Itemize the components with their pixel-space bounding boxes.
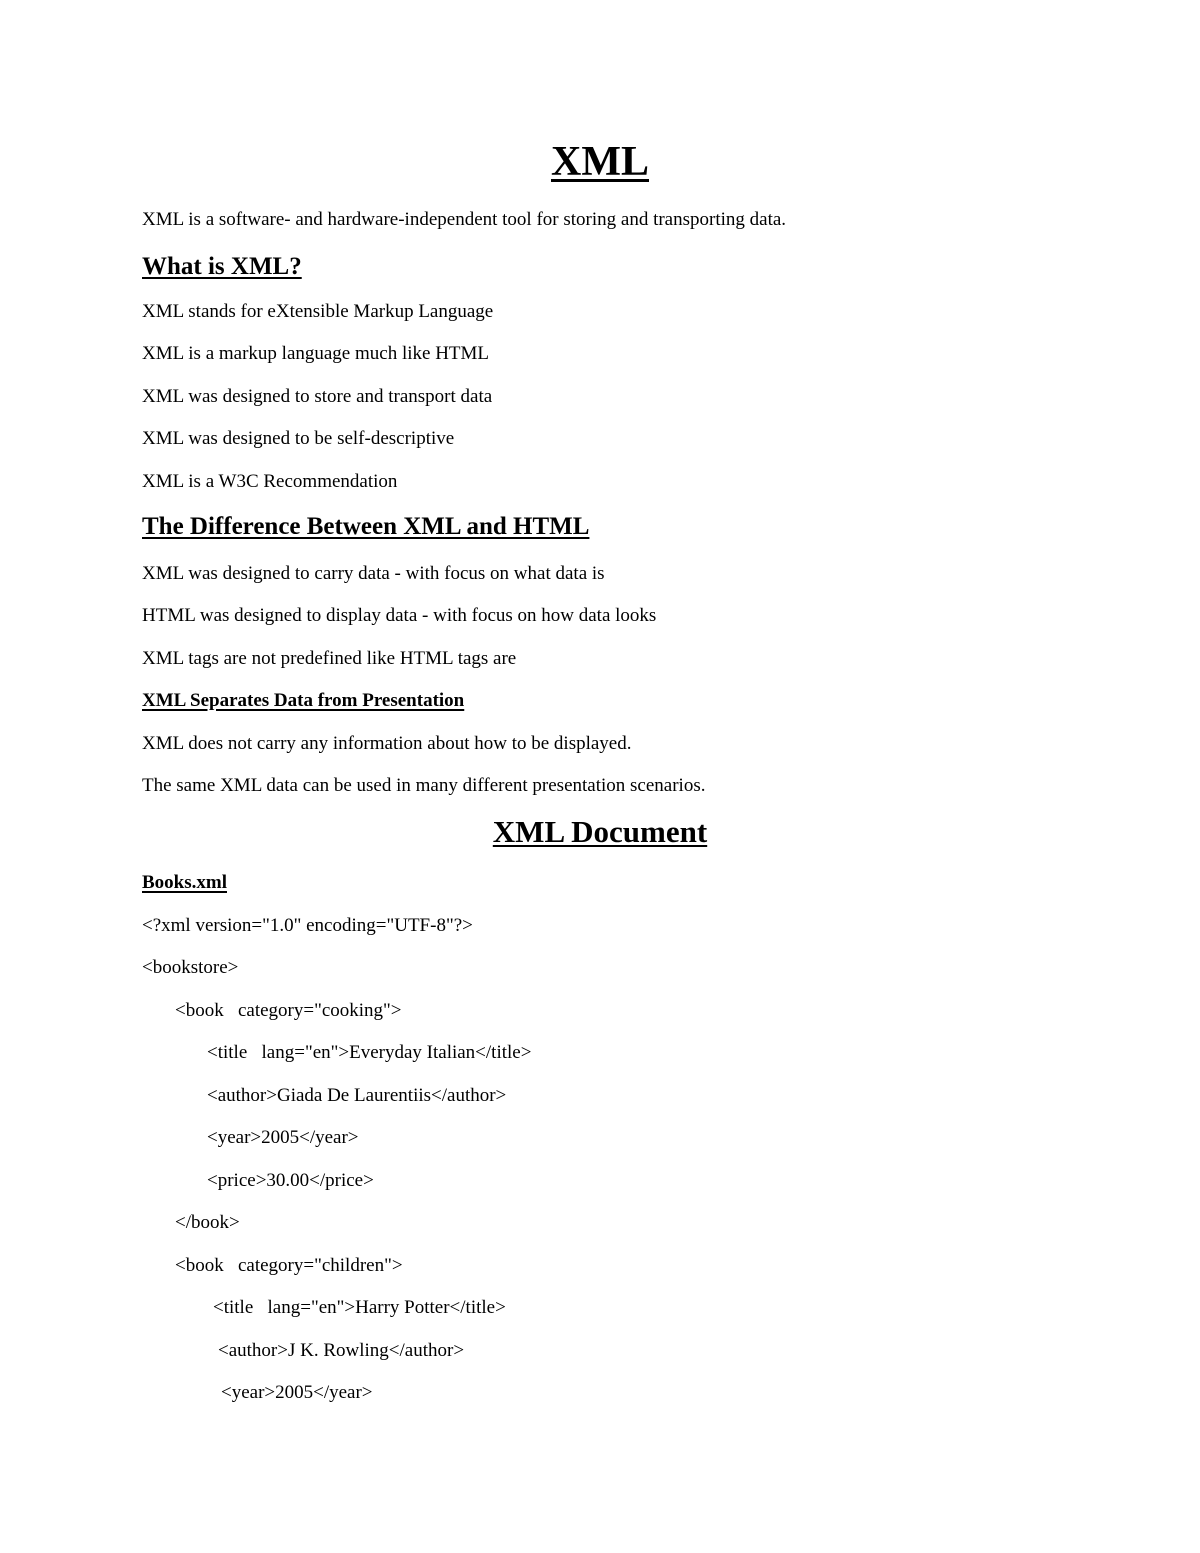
section-heading-what-is-xml: What is XML?: [142, 253, 302, 280]
page-title: XML: [551, 139, 649, 185]
code-line: <?xml version="1.0" encoding="UTF-8"?>: [142, 915, 473, 936]
code-line: <title lang="en">Everyday Italian</title>: [207, 1042, 532, 1063]
code-line: <author>J K. Rowling</author>: [218, 1340, 465, 1361]
xml-document-title: XML Document: [492, 814, 708, 849]
intro-paragraph: XML is a software- and hardware-independent tool for storing and transporting data.: [142, 209, 787, 230]
list-item: XML was designed to store and transport data: [142, 386, 493, 407]
list-item: XML was designed to carry data - with focus on what data is: [142, 563, 605, 584]
section-heading-difference: The Difference Between XML and HTML: [142, 513, 590, 540]
section-heading-separates: XML Separates Data from Presentation: [142, 690, 465, 711]
code-line: <year>2005</year>: [207, 1127, 359, 1148]
code-line: <author>Giada De Laurentiis</author>: [207, 1085, 507, 1106]
code-line: <bookstore>: [142, 957, 239, 978]
list-item: The same XML data can be used in many different presentation scenarios.: [142, 775, 706, 796]
list-item: XML is a W3C Recommendation: [142, 471, 398, 492]
list-item: HTML was designed to display data - with focus on how data looks: [142, 605, 657, 626]
code-line: <price>30.00</price>: [207, 1170, 374, 1191]
code-line: <book category="children">: [175, 1255, 403, 1276]
list-item: XML was designed to be self-descriptive: [142, 428, 455, 449]
list-item: XML stands for eXtensible Markup Language: [142, 301, 494, 322]
list-item: XML is a markup language much like HTML: [142, 343, 490, 364]
list-item: XML tags are not predefined like HTML tags are: [142, 648, 517, 669]
code-line: <year>2005</year>: [221, 1382, 373, 1403]
code-line: <book category="cooking">: [175, 1000, 402, 1021]
code-line: </book>: [175, 1212, 240, 1233]
code-line: <title lang="en">Harry Potter</title>: [213, 1297, 506, 1318]
list-item: XML does not carry any information about how to be displayed.: [142, 733, 632, 754]
file-name-heading: Books.xml: [142, 872, 227, 893]
